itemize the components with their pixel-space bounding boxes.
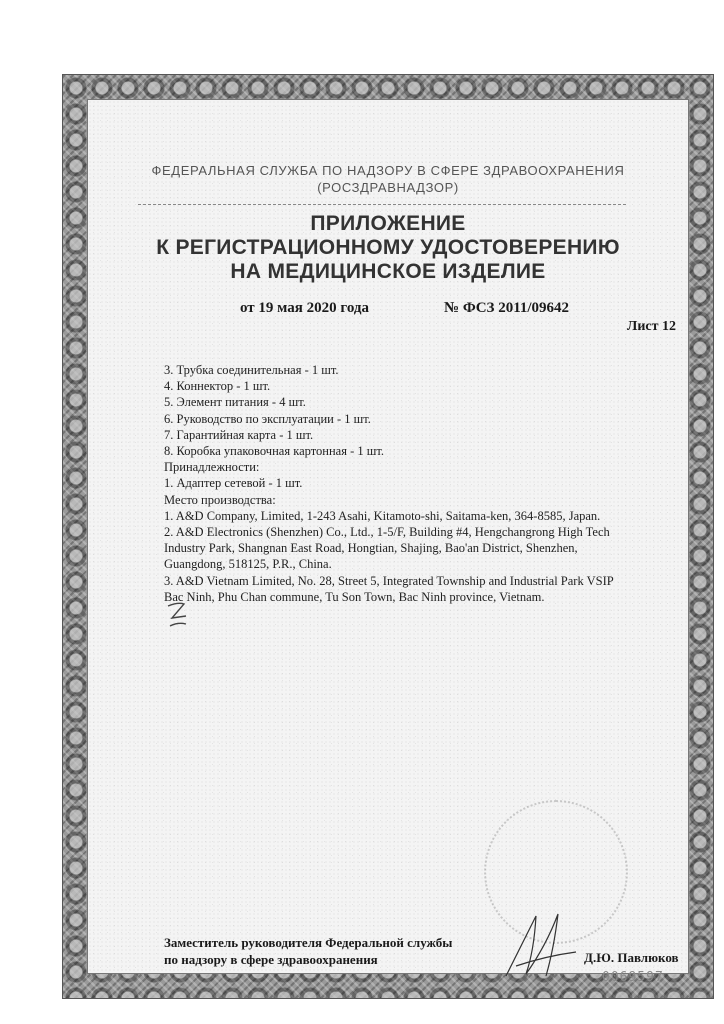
title-line-2: К РЕГИСТРАЦИОННОМУ УДОСТОВЕРЕНИЮ: [156, 236, 620, 259]
body-line: 8. Коробка упаковочная картонная - 1 шт.: [164, 444, 385, 459]
signer-title-line-2: по надзору в сфере здравоохранения: [164, 952, 378, 967]
body-line: Industry Park, Shangnan East Road, Hongtian, Shajing, Bao'an District, Shenzhen,: [164, 541, 578, 556]
sheet-number: Лист 12: [626, 319, 676, 334]
body-line: 3. A&D Vietnam Limited, No. 28, Street 5, Integrated Township and Industrial Park VSIP: [164, 573, 614, 588]
signer-position: [164, 934, 452, 968]
issue-date: от 19 мая 2020 года: [240, 300, 369, 316]
body-line: 7. Гарантийная карта - 1 шт.: [164, 427, 314, 442]
signer-title-line-1: Заместитель руководителя Федеральной службы: [164, 935, 453, 950]
agency-name: ФЕДЕРАЛЬНАЯ СЛУЖБА ПО НАДЗОРУ В СФЕРЕ ЗДРАВООХРАНЕНИЯ: [151, 163, 625, 178]
body-line: Принадлежности:: [164, 460, 260, 475]
certificate-paper: [87, 99, 689, 985]
title-line-1: ПРИЛОЖЕНИЕ: [310, 212, 466, 235]
document-body: [164, 362, 684, 605]
document-title: [88, 212, 688, 284]
title-line-3: НА МЕДИЦИНСКОЕ ИЗДЕЛИЕ: [230, 260, 546, 283]
body-line: Место производства:: [164, 492, 276, 507]
signer-name: Д.Ю. Павлюков: [584, 950, 679, 965]
body-line: 2. A&D Electronics (Shenzhen) Co., Ltd., 1-5/F, Building #4, Hengchangrong High Tech: [164, 525, 610, 540]
body-line: 1. A&D Company, Limited, 1-243 Asahi, Kitamoto-shi, Saitama-ken, 364-8585, Japan.: [164, 508, 601, 523]
registration-number: № ФСЗ 2011/09642: [444, 300, 570, 316]
body-line: 3. Трубка соединительная - 1 шт.: [164, 363, 339, 377]
agency-header: [88, 162, 688, 196]
certificate-sheet: [62, 74, 714, 999]
body-line: 5. Элемент питания - 4 шт.: [164, 395, 306, 410]
body-line: 1. Адаптер сетевой - 1 шт.: [164, 476, 303, 491]
signature: [496, 896, 586, 986]
handwritten-end-mark: [164, 600, 190, 630]
body-line: Guangdong, 518125, P.R., China.: [164, 557, 332, 572]
body-line: 6. Руководство по эксплуатации - 1 шт.: [164, 411, 371, 426]
header-divider: [138, 204, 626, 205]
body-line: 4. Коннектор - 1 шт.: [164, 379, 271, 394]
serial-number: 0069597: [602, 970, 664, 985]
agency-abbreviation: (РОСЗДРАВНАДЗОР): [317, 180, 459, 195]
body-line: Bac Ninh, Phu Chan commune, Tu Son Town, Bac Ninh province, Vietnam.: [164, 589, 545, 604]
